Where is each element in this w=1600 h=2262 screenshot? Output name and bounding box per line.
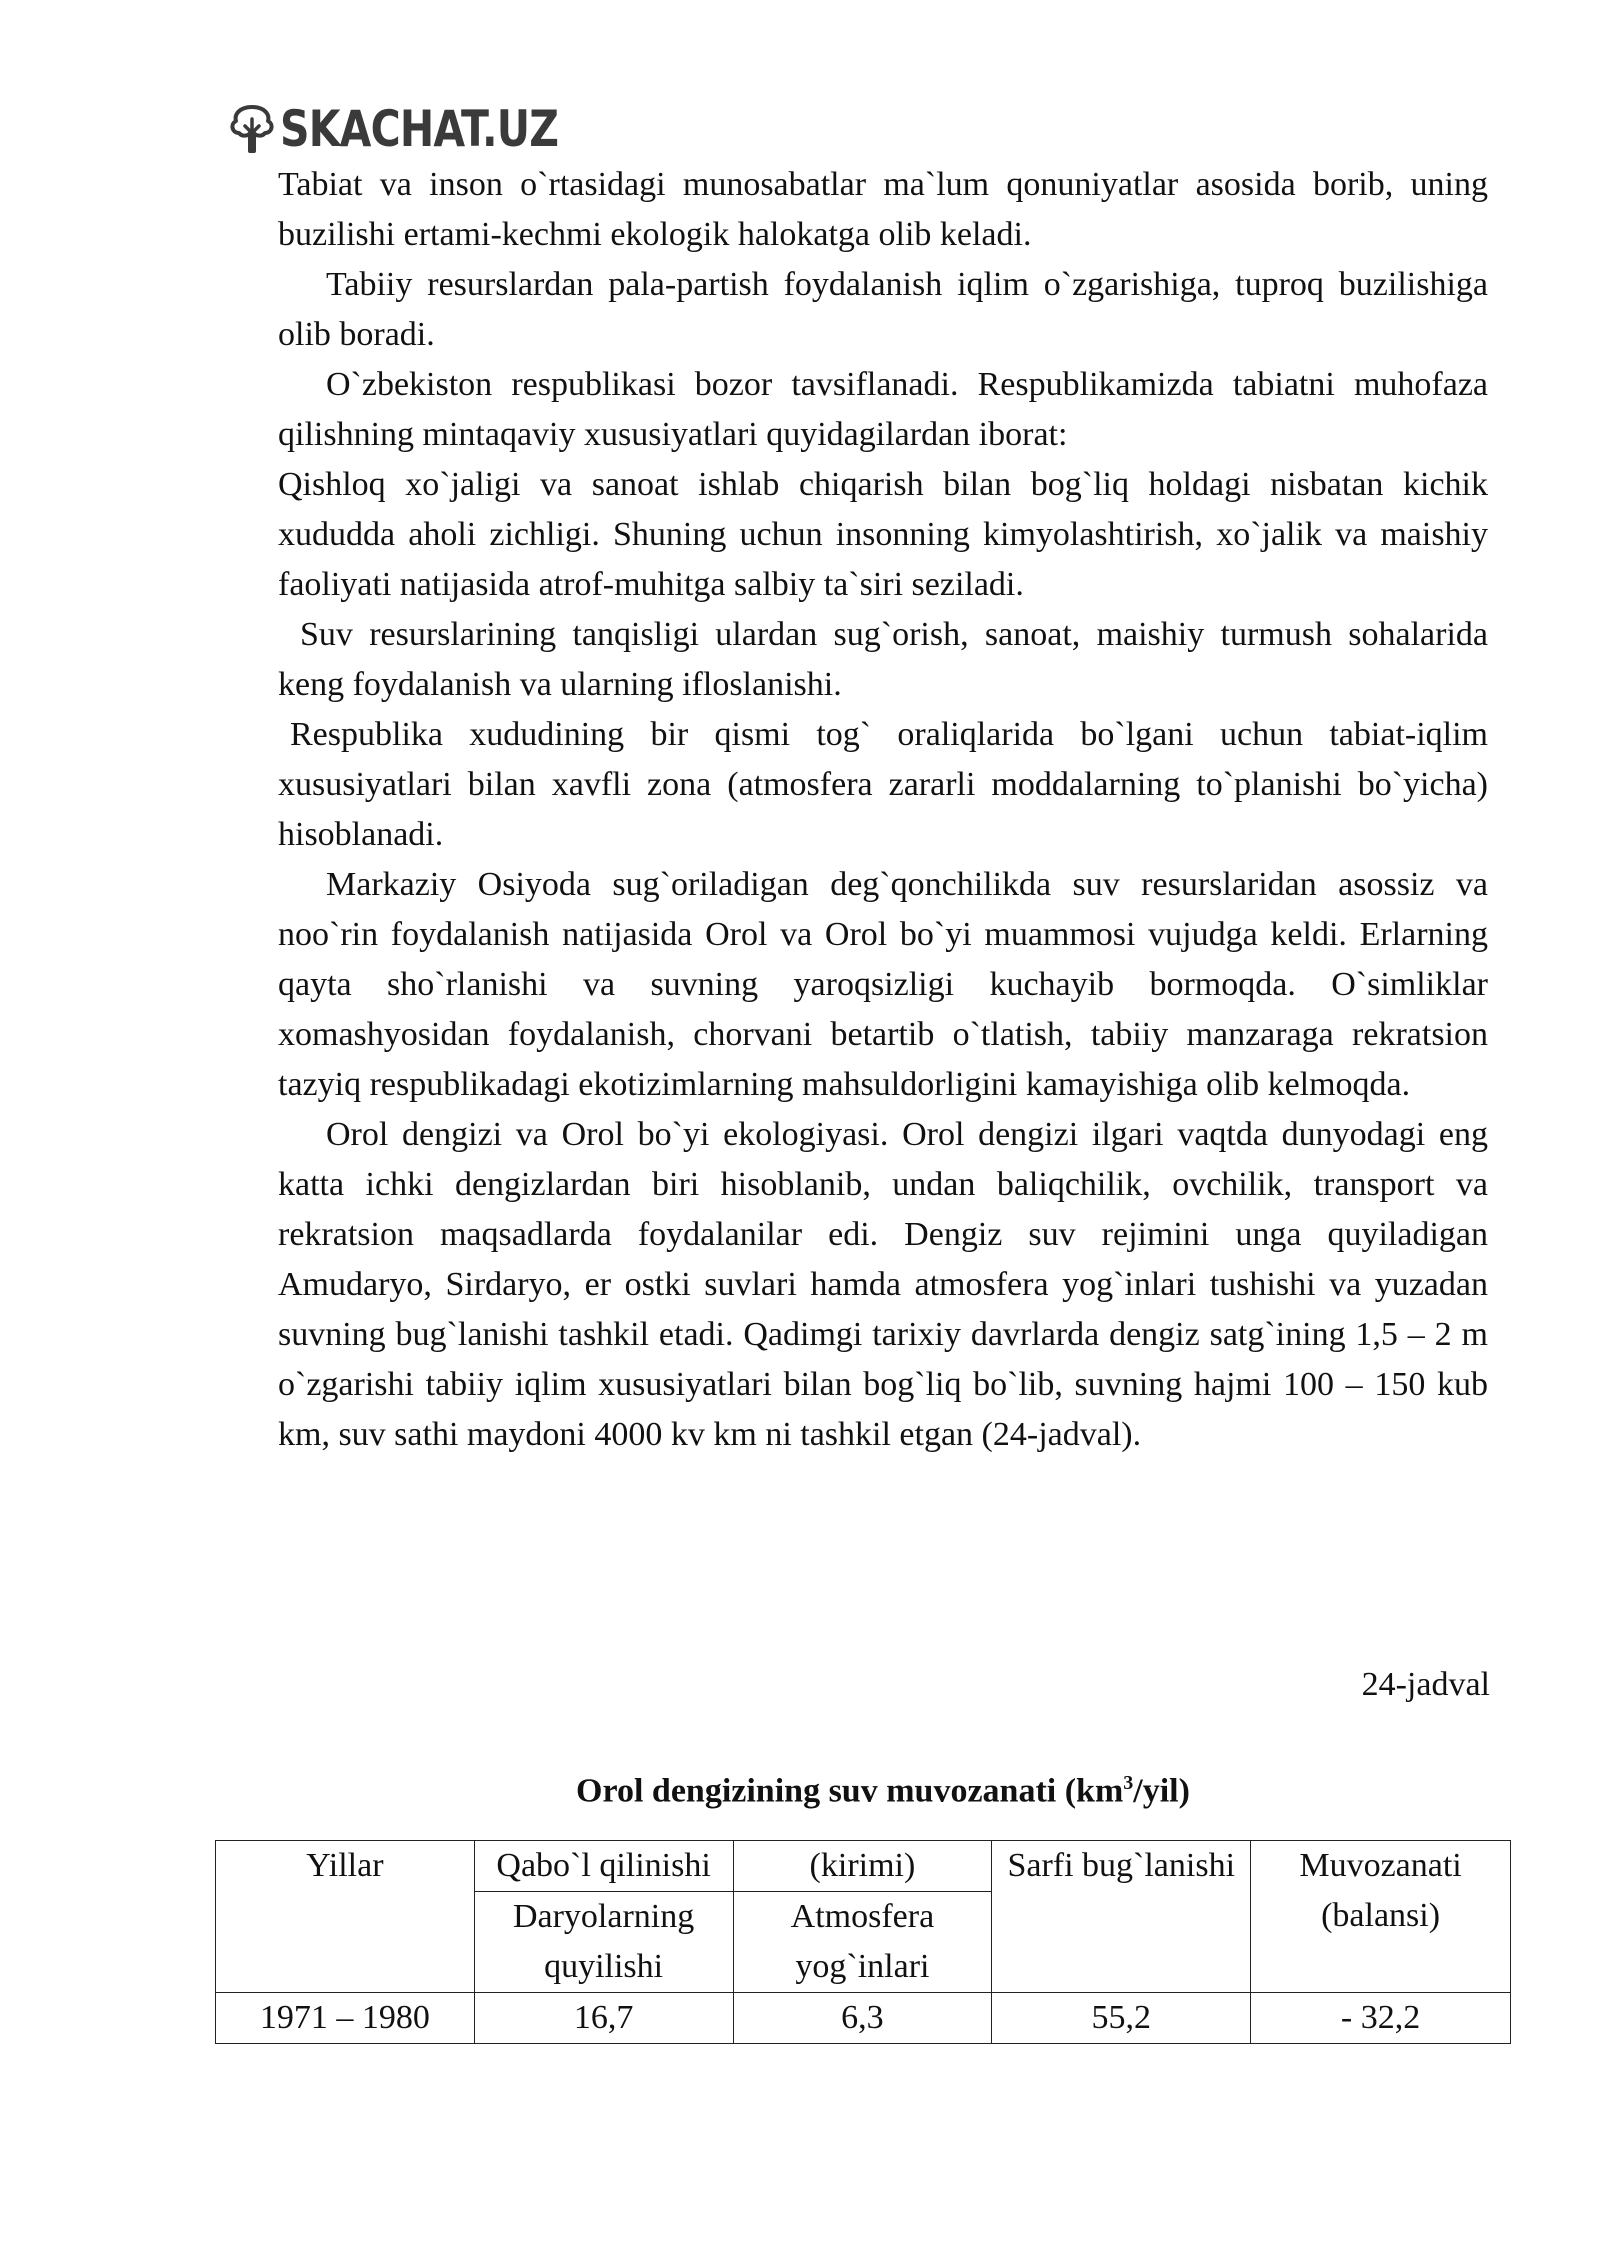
table-row: [216, 1993, 1511, 2044]
logo-text: SKACHAT.UZ: [280, 100, 559, 158]
cell-years: 1971 – 1980: [216, 1993, 475, 2044]
table-title-sup: 3: [1123, 1772, 1134, 1794]
paragraph-2: Tabiiy resurslardan pala-partish foydalanish iqlim o`zgarishiga, tuproq buzilishiga olib boradi.: [278, 266, 1488, 353]
paragraph-1: Tabiat va inson o`rtasidagi munosabatlar ma`lum qonuniyatlar asosida borib, uning buzilishi ertami-kechmi ekologik halokatga olib keladi.: [278, 166, 1488, 253]
table-label: 24-jadval: [1361, 1666, 1490, 1703]
header-years: Yillar: [216, 1841, 475, 1993]
header-balance: Muvozanati (balansi): [1251, 1841, 1511, 1993]
body-text: [278, 160, 1488, 1460]
header-outflow: Sarfi bug`lanishi: [992, 1841, 1251, 1993]
cell-evaporation: 55,2: [992, 1993, 1251, 2044]
paragraph-8: Orol dengizi va Orol bo`yi ekologiyasi. Orol dengizi ilgari vaqtda dunyodagi eng katta ichki dengizlardan biri hisoblanib, undan baliqchilik, ovchilik, transport va rekratsion maqsadlarda foydalanilar edi. Dengiz suv rejimini unga quyiladigan Amudaryo, Sirdaryo, er ostki suvlari hamda atmosfera yog`inlari tushishi va yuzadan suvning bug`lanishi tashkil etadi. Qadimgi tarixiy davrlarda dengiz satg`ining 1,5 – 2 m o`zgarishi tabiiy iqlim xususiyatlari bilan bog`liq bo`lib, suvning hajmi 100 – 150 kub km, suv sathi maydoni 4000 kv km ni tashkil etgan (24-jadval).: [278, 1116, 1488, 1453]
table-title: [0, 1758, 1600, 1816]
water-balance-table: [215, 1840, 1511, 2044]
paragraph-4: Qishloq xo`jaligi va sanoat ishlab chiqarish bilan bog`liq holdagi nisbatan kichik xududda aholi zichligi. Shuning uchun insonning kimyolashtirish, xo`jalik va maishiy faoliyati natijasida atrof-muhitga salbiy ta`siri seziladi.: [278, 466, 1488, 603]
header-rivers: Daryolarning quyilishi: [474, 1892, 733, 1993]
header-inflow-b: (kirimi): [733, 1841, 992, 1892]
paragraph-6: Respublika xududining bir qismi tog` oraliqlarida bo`lgani uchun tabiat-iqlim xususiyatlari bilan xavfli zona (atmosfera zararli moddalarning to`planishi bo`yicha) hisoblanadi.: [278, 716, 1488, 853]
table-title-main: Orol dengizining suv muvozanati (km: [576, 1772, 1124, 1810]
table-title-end: /yil): [1133, 1772, 1190, 1810]
cell-balance: - 32,2: [1251, 1993, 1511, 2044]
paragraph-3: O`zbekiston respublikasi bozor tavsiflanadi. Respublikamizda tabiatni muhofaza qilishning mintaqaviy xususiyatlari quyidagilardan iborat:: [278, 366, 1488, 453]
header-inflow-a: Qabo`l qilinishi: [474, 1841, 733, 1892]
cell-rivers: 16,7: [474, 1993, 733, 2044]
cell-precip: 6,3: [733, 1993, 992, 2044]
table-header-row: [216, 1841, 1511, 1892]
site-logo[interactable]: [228, 98, 619, 160]
paragraph-5: Suv resurslarining tanqisligi ulardan sug`orish, sanoat, maishiy turmush sohalarida keng foydalanish va ularning ifloslanishi.: [278, 616, 1488, 703]
header-precip: Atmosfera yog`inlari: [733, 1892, 992, 1993]
paragraph-7: Markaziy Osiyoda sug`oriladigan deg`qonchilikda suv resurslaridan asossiz va noo`rin foydalanish natijasida Orol va Orol bo`yi muammosi vujudga keldi. Erlarning qayta sho`rlanishi va suvning yaroqsizligi kuchayib bormoqda. O`simliklar xomashyosidan foydalanish, chorvani betartib o`tlatish, tabiiy manzaraga rekratsion tazyiq respublikadagi ekotizimlarning mahsuldorligini kamayishiga olib kelmoqda.: [278, 866, 1488, 1103]
tree-icon: [228, 103, 276, 155]
